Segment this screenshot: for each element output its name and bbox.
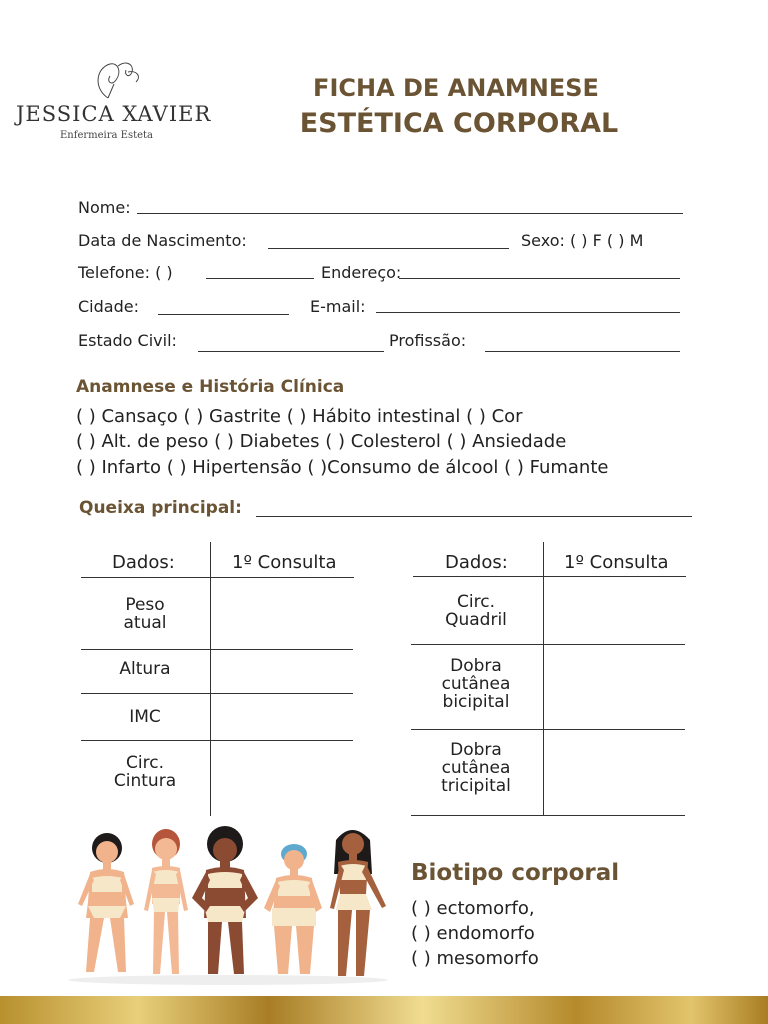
endereco-line[interactable]: [399, 278, 680, 279]
figure-1: [78, 833, 134, 972]
profissao-line[interactable]: [485, 351, 680, 352]
right-row-tricipital: Dobra cutânea tricipital: [441, 740, 511, 796]
right-col-consulta: 1º Consulta: [564, 552, 669, 573]
cidade-line[interactable]: [158, 314, 289, 315]
logo-brand: JESSICA XAVIER: [16, 102, 212, 126]
queixa-label: Queixa principal:: [79, 498, 242, 518]
right-row-bicipital: Dobra cutânea bicipital: [441, 656, 511, 712]
anamnese-row-1[interactable]: ( ) Cansaço ( ) Gastrite ( ) Hábito intestinal ( ) Cor: [76, 406, 523, 427]
biotipo-mesomorfo[interactable]: ( ) mesomorfo: [411, 948, 539, 969]
queixa-line[interactable]: [256, 516, 692, 517]
biotipo-endomorfo[interactable]: ( ) endomorfo: [411, 923, 535, 944]
left-row-cintura: Circ. Cintura: [113, 753, 177, 791]
profissao-label: Profissão:: [389, 331, 467, 350]
right-col-dados: Dados:: [445, 552, 508, 573]
biotipo-title: Biotipo corporal: [411, 860, 620, 886]
gold-footer-bar: [0, 996, 768, 1024]
figure-2: [144, 829, 188, 974]
sexo-options[interactable]: Sexo: ( ) F ( ) M: [521, 231, 644, 250]
right-row-quadril: Circ. Quadril: [445, 592, 507, 630]
figure-3: [192, 826, 258, 974]
left-row-imc: IMC: [129, 707, 161, 727]
page-subtitle: ESTÉTICA CORPORAL: [299, 108, 619, 139]
anamnese-row-2[interactable]: ( ) Alt. de peso ( ) Diabetes ( ) Colesterol ( ) Ansiedade: [76, 431, 567, 452]
left-col-dados: Dados:: [112, 552, 175, 573]
data-nascimento-label: Data de Nascimento:: [78, 231, 247, 250]
endereco-label: Endereço:: [321, 263, 402, 282]
nome-line[interactable]: [137, 213, 683, 214]
email-line[interactable]: [376, 312, 680, 313]
telefone-label: Telefone: ( ): [78, 263, 173, 282]
estado-civil-line[interactable]: [198, 351, 384, 352]
logo-subtitle: Enfermeira Esteta: [60, 130, 154, 141]
email-label: E-mail:: [310, 297, 366, 316]
estado-civil-label: Estado Civil:: [78, 331, 177, 350]
anamnese-title: Anamnese e História Clínica: [76, 377, 345, 397]
figure-4: [264, 844, 322, 974]
biotipo-ectomorfo[interactable]: ( ) ectomorfo,: [411, 898, 535, 919]
anamnese-row-3[interactable]: ( ) Infarto ( ) Hipertensão ( )Consumo de álcool ( ) Fumante: [76, 457, 609, 478]
body-types-illustration: [60, 822, 396, 988]
figure-5: [330, 830, 386, 976]
data-nascimento-line[interactable]: [268, 248, 509, 249]
left-row-altura: Altura: [119, 659, 171, 679]
left-row-peso: Peso atual: [123, 595, 167, 633]
cidade-label: Cidade:: [78, 297, 139, 316]
telefone-line[interactable]: [206, 278, 314, 279]
left-col-consulta: 1º Consulta: [232, 552, 337, 573]
page-title: FICHA DE ANAMNESE: [313, 74, 599, 102]
nome-label: Nome:: [78, 198, 131, 217]
